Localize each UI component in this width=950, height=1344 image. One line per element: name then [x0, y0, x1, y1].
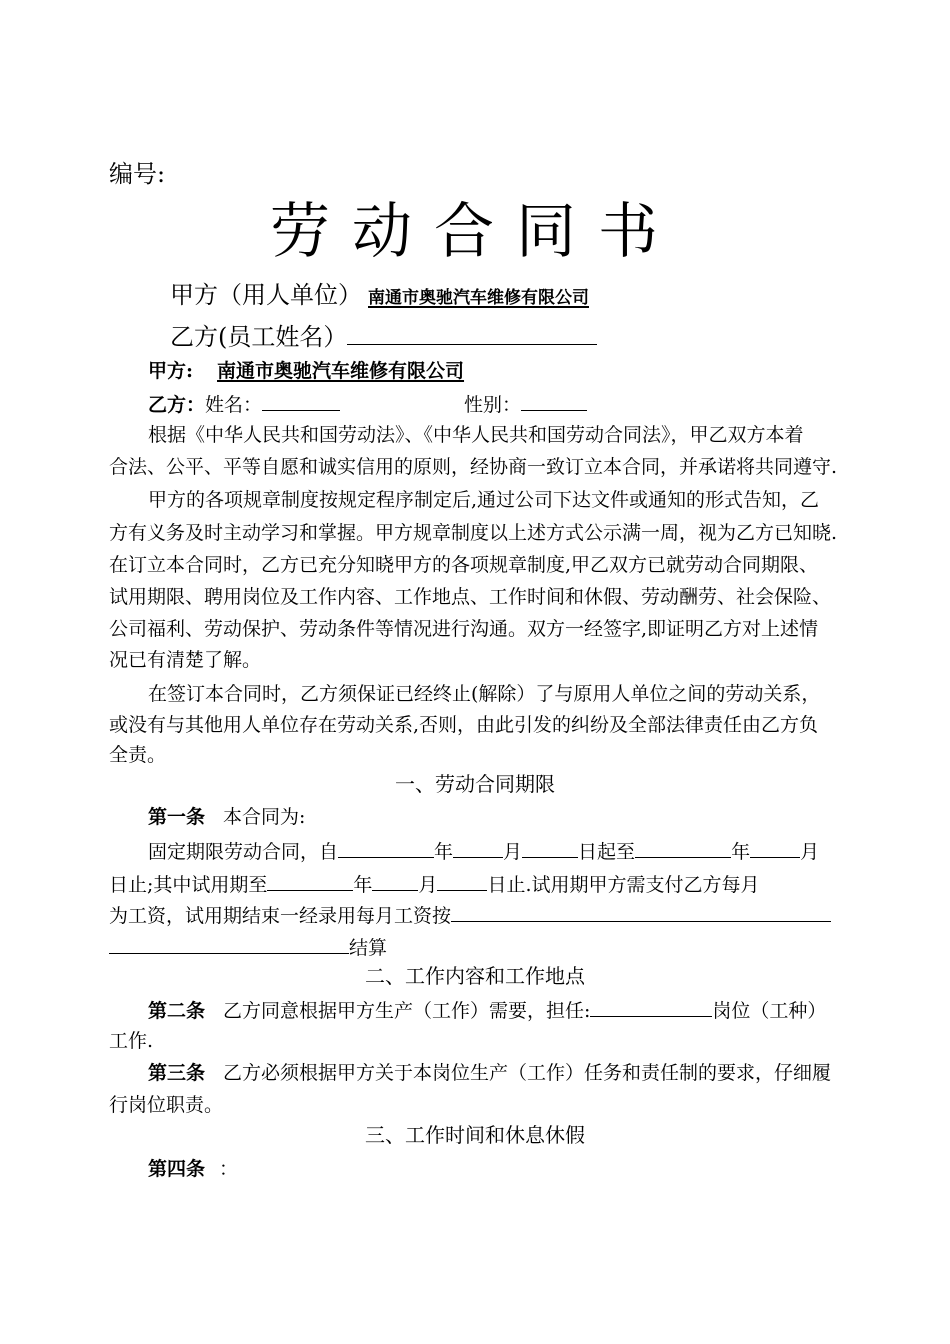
article-3-label: 第三条: [148, 1062, 206, 1084]
preamble-p2-line5: 公司福利、劳动保护、劳动条件等情况进行沟通。双方一经签字,即证明乙方对上述情: [109, 618, 819, 640]
preamble-p2-line3: 在订立本合同时，乙方已充分知晓甲方的各项规章制度,甲乙双方已就劳动合同期限、: [109, 554, 819, 576]
preamble-p2-line2: 方有义务及时主动学习和掌握。甲方规章制度以上述方式公示满一周，视为乙方已知晓.: [109, 522, 838, 544]
preamble-p1-line2: 合法、公平、平等自愿和诚实信用的原则，经协商一致订立本合同，并承诺将共同遵守.: [109, 456, 838, 478]
article-2: [148, 998, 826, 1022]
cover-party-a: [170, 281, 599, 312]
article-1-label: 第一条: [148, 806, 206, 828]
end-month-blank[interactable]: [750, 839, 800, 858]
article-1: [148, 806, 305, 828]
article-2-position: 岗位（工种）: [712, 1000, 827, 1022]
article-2-text: 乙方同意根据甲方生产（工作）需要，担任:: [223, 1000, 591, 1022]
probation-year-blank[interactable]: [267, 872, 353, 891]
probation-month-blank[interactable]: [372, 872, 418, 891]
header-party-a-label: 甲方:: [148, 360, 194, 382]
year-label: 年: [731, 841, 751, 863]
probation-line: [109, 872, 759, 896]
preamble-p2-line6: 况已有清楚了解。: [109, 649, 262, 671]
article-3: [148, 1062, 831, 1084]
term-prefix: 固定期限劳动合同，自: [148, 841, 339, 863]
year-label: 年: [434, 841, 454, 863]
header-party-b-label: 乙方：: [148, 394, 206, 416]
header-party-a: [148, 360, 464, 382]
article-3-line2: 行岗位职责。: [109, 1094, 224, 1116]
salary-blank-continued[interactable]: [109, 935, 349, 954]
name-blank[interactable]: [262, 392, 340, 411]
probation-day-blank[interactable]: [437, 872, 487, 891]
cover-party-b-label: 乙方(员工姓名）: [170, 323, 348, 351]
start-month-blank[interactable]: [453, 839, 503, 858]
gender-label: 性别：: [464, 394, 522, 416]
article-4-text: ：: [219, 1158, 239, 1180]
start-year-blank[interactable]: [338, 839, 434, 858]
article-4-label: 第四条: [148, 1158, 206, 1180]
preamble-p3-line1: 在签订本合同时，乙方须保证已经终止(解除）了与原用人单位之间的劳动关系，: [148, 683, 821, 705]
preamble-p2-line4: 试用期限、聘用岗位及工作内容、工作地点、工作时间和休假、劳动酬劳、社会保险、: [109, 586, 832, 608]
section-3-heading: 三、工作时间和休息休假: [365, 1123, 585, 1147]
gender-blank[interactable]: [521, 392, 587, 411]
year-label: 年: [353, 874, 373, 896]
contract-term-line: [148, 839, 819, 863]
document-number-label: 编号:: [109, 160, 166, 188]
salary-line: [109, 903, 831, 927]
name-label: 姓名：: [205, 394, 263, 416]
article-3-text: 乙方必须根据甲方关于本岗位生产（工作）任务和责任制的要求，仔细履: [223, 1062, 832, 1084]
preamble-p3-line2: 或没有与其他用人单位存在劳动关系,否则，由此引发的纠纷及全部法律责任由乙方负: [109, 714, 819, 736]
day-from-label: 日起至: [578, 841, 636, 863]
salary-prefix: 为工资，试用期结束一经录用每月工资按: [109, 905, 452, 927]
article-2-label: 第二条: [148, 1000, 206, 1022]
article-4: [148, 1158, 238, 1180]
end-year-blank[interactable]: [635, 839, 731, 858]
article-1-text: 本合同为:: [223, 806, 306, 828]
position-blank[interactable]: [590, 998, 712, 1017]
settlement-line: [109, 935, 387, 959]
cover-party-a-label: 甲方（用人单位）: [170, 281, 362, 309]
settlement-label: 结算: [349, 937, 388, 959]
header-party-a-value: 南通市奥驰汽车维修有限公司: [217, 360, 465, 382]
cover-party-b: [170, 322, 597, 351]
month-label: 月: [418, 874, 438, 896]
probation-prefix: 日止;其中试用期至: [109, 874, 268, 896]
contract-title: 劳动合同书: [270, 197, 680, 267]
header-party-b: [148, 392, 587, 416]
article-2-line2: 工作.: [109, 1030, 154, 1052]
preamble-p1-line1: 根据《中华人民共和国劳动法》、《中华人民共和国劳动合同法》，甲乙双方本着: [148, 424, 804, 446]
preamble-p3-line3: 全责。: [109, 744, 167, 766]
month-label: 月: [800, 841, 820, 863]
section-1-heading: 一、劳动合同期限: [395, 772, 555, 796]
start-day-blank[interactable]: [522, 839, 578, 858]
probation-suffix: 日止.试用期甲方需支付乙方每月: [487, 874, 760, 896]
salary-blank[interactable]: [451, 903, 831, 922]
cover-party-a-value: 南通市奥驰汽车维修有限公司: [368, 288, 589, 308]
preamble-p2-line1: 甲方的各项规章制度按规定程序制定后,通过公司下达文件或通知的形式告知，乙: [148, 489, 820, 511]
employee-name-blank[interactable]: [347, 322, 597, 345]
month-label: 月: [503, 841, 523, 863]
section-2-heading: 二、工作内容和工作地点: [365, 964, 585, 988]
